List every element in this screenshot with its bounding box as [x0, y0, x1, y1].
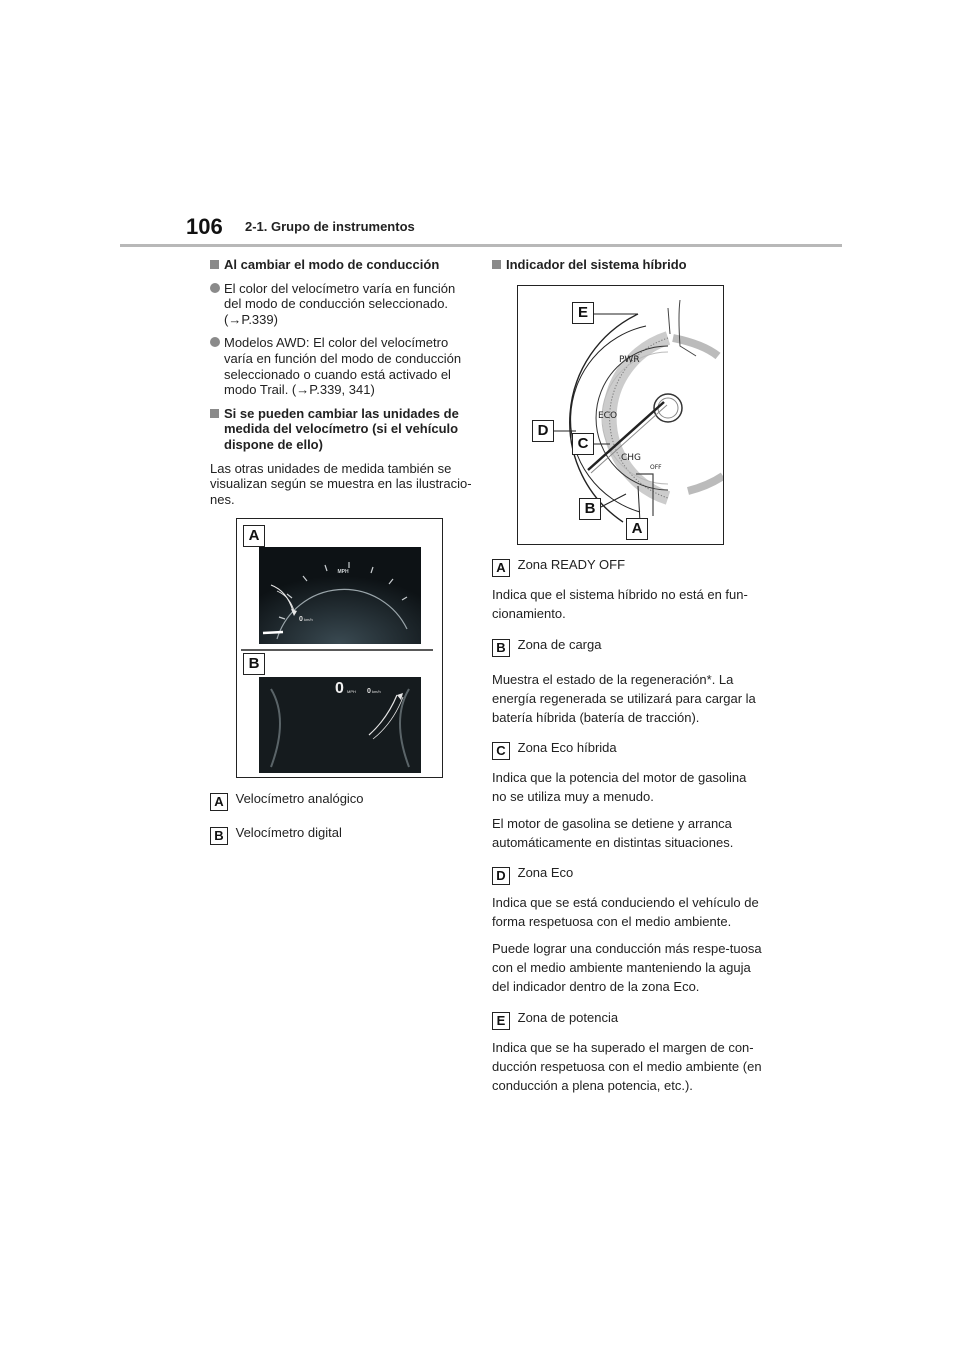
legend-letter-a: A: [492, 559, 510, 577]
legend-item-a: [492, 557, 625, 577]
para-hybrid-eco-1: Indica que la potencia del motor de gasolina no se utiliza muy a menudo.: [492, 770, 747, 804]
para-power: Indica que se ha superado el margen de con-ducción respetuosa con el medio ambiente (en conducción a plena potencia, etc.).: [492, 1040, 762, 1093]
legend-title-eco: Zona Eco: [517, 865, 574, 880]
heading-driving-mode: Al cambiar el modo de conducción: [210, 257, 472, 273]
figure-label-b: B: [579, 498, 601, 520]
para-hybrid-eco-2: El motor de gasolina se detiene y arranca automáticamente en distintas situaciones.: [492, 816, 734, 850]
digital-value: 0: [335, 680, 344, 697]
figure-label-a: A: [626, 518, 648, 540]
legend-text-analog: Velocímetro analógico: [235, 791, 364, 806]
figure-label-a: A: [243, 525, 265, 547]
legend-letter-e: E: [492, 1012, 510, 1030]
figure-label-c: C: [572, 433, 594, 455]
zone-eco-label: ECO: [598, 411, 618, 421]
legend-title-hybrid-eco: Zona Eco híbrida: [517, 740, 617, 755]
bullet-awd: Modelos AWD: El color del velocímetro varía en función del modo de conducción seleccionado o cuando está activado el modo Trail. (→P.339, 341): [210, 335, 472, 397]
legend-letter-a: A: [210, 793, 228, 811]
legend-letter-b: B: [492, 639, 510, 657]
para-eco-2: Puede lograr una conducción más respe-tuosa con el medio ambiente manteniendo la aguja del indicador dentro de la zona Eco.: [492, 941, 762, 994]
bullet-color-mode: El color del velocímetro varía en función del modo de conducción seleccionado. (→P.339): [210, 281, 472, 328]
legend-title-power: Zona de potencia: [517, 1010, 619, 1025]
page-number: 106: [186, 214, 223, 239]
left-column: [210, 257, 472, 515]
legend-digital: [210, 825, 342, 845]
figure-label-e: E: [572, 302, 594, 324]
figure-label-b: B: [243, 653, 265, 675]
legend-item-e: [492, 1010, 618, 1030]
section-title: 2-1. Grupo de instrumentos: [245, 219, 415, 234]
para-eco-1: Indica que se está conduciendo el vehículo de forma respetuosa con el medio ambiente.: [492, 895, 759, 929]
para-charge: Muestra el estado de la regeneración*. La energía regenerada se utilizará para cargar la batería híbrida (batería de tracción).: [492, 672, 756, 725]
hybrid-indicator-figure: [517, 285, 724, 545]
digital-sub-value: 0: [367, 688, 371, 695]
legend-item-c: [492, 740, 617, 760]
right-column-heading: [492, 257, 762, 281]
header-rule: [120, 244, 842, 247]
legend-analog: [210, 791, 364, 811]
legend-item-d: [492, 865, 573, 885]
legend-letter-c: C: [492, 742, 510, 760]
legend-letter-d: D: [492, 867, 510, 885]
figure-label-d: D: [532, 420, 554, 442]
zone-off-label: OFF: [650, 464, 662, 471]
speedometer-figure: [236, 518, 443, 778]
hybrid-indicator-illustration: [518, 286, 723, 544]
legend-title-ready-off: Zona READY OFF: [517, 557, 626, 572]
units-paragraph: Las otras unidades de medida también se visualizan según se muestra en las ilustracio-nes.: [210, 460, 472, 507]
analog-value: 0: [299, 616, 303, 623]
speedometer-illustration: [237, 519, 442, 777]
legend-title-charge: Zona de carga: [517, 637, 602, 652]
analog-sub-unit: km/h: [304, 617, 313, 622]
heading-units: Si se pueden cambiar las unidades de medida del velocímetro (si el vehículo dispone de ello): [210, 406, 472, 453]
legend-text-digital: Velocímetro digital: [235, 825, 342, 840]
zone-chg-label: CHG: [621, 453, 642, 463]
analog-unit-label: MPH: [337, 569, 349, 575]
legend-item-b: [492, 637, 601, 657]
zone-pwr-label: PWR: [619, 355, 640, 365]
legend-letter-b: B: [210, 827, 228, 845]
para-ready-off: Indica que el sistema híbrido no está en fun-cionamiento.: [492, 587, 748, 621]
digital-unit: MPH: [347, 689, 356, 694]
digital-sub-unit: km/h: [372, 689, 381, 694]
heading-hybrid-indicator: Indicador del sistema híbrido: [492, 257, 762, 273]
